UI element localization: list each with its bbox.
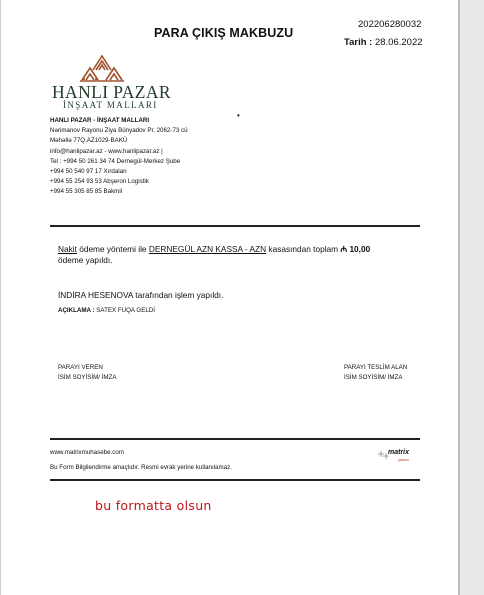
payment-text-2: kasasından toplam xyxy=(266,244,341,254)
signature-giver-sub: İSİM SOYİSİM/ İMZA xyxy=(58,374,117,381)
footer-url: www.matrixmuhasebe.com xyxy=(50,449,124,456)
company-phone-4: +994 55 305 85 85 Bakmil xyxy=(50,188,123,196)
matrix-brand-sub: yazılım xyxy=(398,458,410,462)
annotation-note: bu formatta olsun xyxy=(95,498,212,513)
document-date xyxy=(344,37,423,48)
document-title: PARA ÇIKIŞ MAKBUZU xyxy=(154,26,294,40)
logo-subtitle: İNŞAAT MALLARI xyxy=(63,100,158,110)
page-left-border xyxy=(0,0,1,595)
payment-statement xyxy=(58,244,428,266)
matrix-brand: matrix xyxy=(388,449,410,456)
description-label: AÇIKLAMA : xyxy=(58,307,95,314)
signature-receiver-title: PARAYI TESLİM ALAN xyxy=(344,364,408,371)
payment-text-1: ödeme yöntemi ile xyxy=(76,244,149,254)
company-name: HANLI PAZAR - İNŞAAT MALLARI xyxy=(50,117,150,124)
viewer-background xyxy=(460,0,484,595)
divider-footer-top xyxy=(50,438,420,440)
document-number: 202206280032 xyxy=(358,19,422,30)
payment-account: DERNEGÜL AZN KASSA - AZN xyxy=(148,244,267,254)
signature-receiver-sub: İSİM SOYİSİM/ İMZA xyxy=(344,374,403,381)
logo-wordmark: HANLI PAZAR xyxy=(52,82,171,102)
footer-disclaimer: Bu Form Bilgilendirme amaçlıdır. Resmi evrak yerine kullanılamaz. xyxy=(50,464,232,471)
processed-by: İNDİRA HESENOVA tarafından işlem yapıldı. xyxy=(58,290,224,300)
signature-giver xyxy=(58,363,116,383)
payment-amount: 10,00 xyxy=(349,244,371,254)
company-info xyxy=(50,116,188,198)
company-address-line-1: Nərimanov Rayonu Ziya Bünyadov Pr, 2062-73 cü xyxy=(50,127,188,135)
date-label: Tarih : xyxy=(344,37,373,48)
company-phone-1: Tel : +994 50 261 34 74 Dernegül-Merkez Şube xyxy=(50,157,181,165)
stray-dot: • xyxy=(237,111,240,120)
currency-symbol: ₼ xyxy=(340,244,348,254)
payment-method: Nakit xyxy=(58,244,77,254)
company-web-email: info@hanlipazar.az - www.hanlipazar.az | xyxy=(50,147,163,155)
payment-text-3: ödeme yapıldı. xyxy=(58,255,113,265)
signature-receiver xyxy=(344,363,407,383)
divider-footer-bottom xyxy=(50,479,420,481)
signature-giver-title: PARAYI VEREN xyxy=(58,364,103,371)
company-phone-3: +994 55 254 93 53 Abşeron Logistik xyxy=(50,178,149,186)
company-phone-2: +994 50 540 97 17 Xırdalan xyxy=(50,168,127,176)
company-address-line-2: Məhəllə 77Q,AZ1029-BAKÜ xyxy=(50,137,128,145)
divider-top xyxy=(50,225,420,227)
description-value: SATEX FUQA GELDİ xyxy=(96,307,155,314)
date-value: 28.06.2022 xyxy=(374,37,423,48)
description xyxy=(58,307,155,314)
